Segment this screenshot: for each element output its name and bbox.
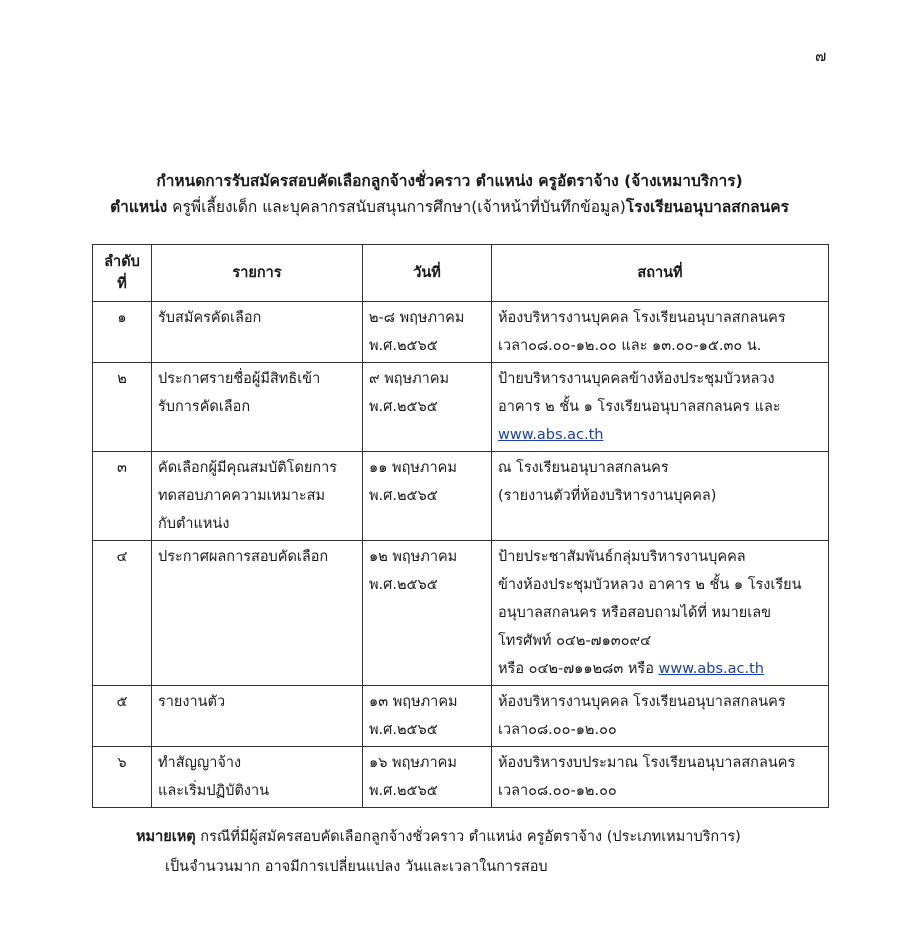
cell-place	[492, 541, 829, 686]
cell-place-line: อาคาร ๒ ชั้น ๑ โรงเรียนอนุบาลสกลนคร และ	[498, 399, 781, 415]
cell-item-line: และเริ่มปฏิบัติงาน	[158, 783, 270, 799]
note-label: หมายเหตุ	[136, 829, 196, 845]
title-position-label: ตำแหน่ง	[110, 198, 168, 216]
schedule-table	[92, 244, 829, 808]
cell-no: ๒	[93, 363, 152, 452]
cell-item-line: รายงานตัว	[158, 694, 226, 710]
website-link[interactable]: www.abs.ac.th	[498, 427, 604, 443]
cell-no: ๕	[93, 686, 152, 747]
cell-date-line: ๑๑ พฤษภาคม	[369, 460, 457, 476]
cell-item	[152, 302, 363, 363]
cell-item	[152, 541, 363, 686]
table-row	[93, 302, 829, 363]
cell-place	[492, 686, 829, 747]
header-date: วันที่	[363, 245, 492, 302]
cell-date-line: พ.ศ.๒๕๖๕	[369, 399, 438, 415]
note-text-1: กรณีที่มีผู้สมัครสอบคัดเลือกลูกจ้างชั่วคราว ตำแหน่ง ครูอัตราจ้าง (ประเภทเหมาบริการ)	[195, 829, 741, 845]
cell-item	[152, 747, 363, 808]
cell-no: ๖	[93, 747, 152, 808]
page-number: ๗	[815, 47, 827, 65]
cell-item	[152, 363, 363, 452]
cell-place-line: อนุบาลสกลนคร หรือสอบถามได้ที่ หมายเลข	[498, 605, 772, 621]
cell-place-line: ข้างห้องประชุมบัวหลวง อาคาร ๒ ชั้น ๑ โรงเรียน	[498, 577, 802, 593]
cell-date-line: ๑๖ พฤษภาคม	[369, 755, 457, 771]
document-title-line2	[0, 194, 899, 220]
cell-date	[363, 541, 492, 686]
cell-place-line	[498, 421, 822, 449]
cell-item-line: กับตำแหน่ง	[158, 516, 230, 532]
cell-no: ๔	[93, 541, 152, 686]
cell-date-line: พ.ศ.๒๕๖๕	[369, 722, 438, 738]
table-row	[93, 747, 829, 808]
cell-place-line: เวลา๐๘.๐๐-๑๒.๐๐	[498, 722, 617, 738]
schedule-body	[93, 302, 829, 808]
cell-date-line: ๙ พฤษภาคม	[369, 371, 450, 387]
cell-item-line: ประกาศผลการสอบคัดเลือก	[158, 549, 329, 565]
table-row	[93, 541, 829, 686]
cell-date	[363, 302, 492, 363]
cell-item-line: รับการคัดเลือก	[158, 399, 251, 415]
cell-item	[152, 452, 363, 541]
header-no: ลำดับที่	[93, 245, 152, 302]
cell-place-line	[498, 655, 822, 683]
cell-date-line: พ.ศ.๒๕๖๕	[369, 488, 438, 504]
cell-item-line: ทำสัญญาจ้าง	[158, 755, 242, 771]
cell-date-line: ๑๓ พฤษภาคม	[369, 694, 458, 710]
note-line2: เป็นจำนวนมาก อาจมีการเปลี่ยนแปลง วันและเวลาในการสอบ	[165, 859, 548, 875]
cell-no: ๓	[93, 452, 152, 541]
place-line-prefix: หรือ ๐๔๒-๗๑๑๒๘๓ หรือ	[498, 661, 659, 677]
table-row	[93, 452, 829, 541]
cell-place	[492, 363, 829, 452]
cell-place-line: ห้องบริหารงานบุคคล โรงเรียนอนุบาลสกลนคร	[498, 310, 786, 326]
cell-place	[492, 302, 829, 363]
cell-place-line: ห้องบริหารงบประมาณ โรงเรียนอนุบาลสกลนคร	[498, 755, 796, 771]
cell-item-line: ทดสอบภาคความเหมาะสม	[158, 488, 326, 504]
cell-date-line: ๑๒ พฤษภาคม	[369, 549, 458, 565]
cell-date	[363, 363, 492, 452]
cell-item-line: ประกาศรายชื่อผู้มีสิทธิเข้า	[158, 371, 321, 387]
cell-date-line: ๒-๘ พฤษภาคม	[369, 310, 465, 326]
cell-date-line: พ.ศ.๒๕๖๕	[369, 338, 438, 354]
cell-date-line: พ.ศ.๒๕๖๕	[369, 577, 438, 593]
title-position-text: ครูพี่เลี้ยงเด็ก และบุคลากรสนับสนุนการศึกษา(เจ้าหน้าที่บันทึกข้อมูล)	[167, 198, 626, 216]
cell-place-line: เวลา๐๘.๐๐-๑๒.๐๐ และ ๑๓.๐๐-๑๕.๓๐ น.	[498, 338, 762, 354]
cell-place	[492, 452, 829, 541]
cell-item-line: รับสมัครคัดเลือก	[158, 310, 262, 326]
cell-place-line: โทรศัพท์ ๐๔๒-๗๑๓๐๙๔	[498, 633, 652, 649]
table-row	[93, 686, 829, 747]
header-item: รายการ	[152, 245, 363, 302]
note-line1	[136, 822, 741, 852]
cell-place-line: ป้ายประชาสัมพันธ์กลุ่มบริหารงานบุคคล	[498, 549, 746, 565]
document-title-line1: กำหนดการรับสมัครสอบคัดเลือกลูกจ้างชั่วคราว ตำแหน่ง ครูอัตราจ้าง (จ้างเหมาบริการ)	[156, 172, 743, 190]
cell-place-line: ป้ายบริหารงานบุคคลข้างห้องประชุมบัวหลวง	[498, 371, 775, 387]
cell-date	[363, 747, 492, 808]
header-place: สถานที่	[492, 245, 829, 302]
cell-place-line: ณ โรงเรียนอนุบาลสกลนคร	[498, 460, 669, 476]
cell-date	[363, 686, 492, 747]
cell-date	[363, 452, 492, 541]
title-school: โรงเรียนอนุบาลสกลนคร	[625, 198, 789, 216]
cell-item-line: คัดเลือกผู้มีคุณสมบัติโดยการ	[158, 460, 338, 476]
cell-place-line: (รายงานตัวที่ห้องบริหารงานบุคคล)	[498, 488, 717, 504]
cell-item	[152, 686, 363, 747]
cell-date-line: พ.ศ.๒๕๖๕	[369, 783, 438, 799]
website-link[interactable]: www.abs.ac.th	[658, 661, 764, 677]
cell-no: ๑	[93, 302, 152, 363]
cell-place-line: เวลา๐๘.๐๐-๑๒.๐๐	[498, 783, 617, 799]
table-header-row	[93, 245, 829, 302]
table-row	[93, 363, 829, 452]
cell-place	[492, 747, 829, 808]
cell-place-line: ห้องบริหารงานบุคคล โรงเรียนอนุบาลสกลนคร	[498, 694, 786, 710]
